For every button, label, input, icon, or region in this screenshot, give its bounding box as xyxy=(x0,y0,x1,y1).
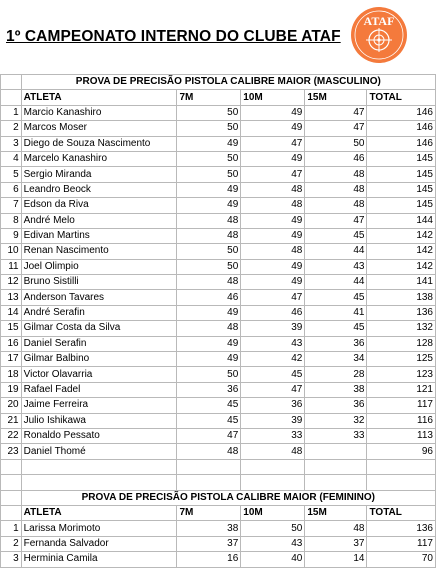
score-10m-cell: 48 xyxy=(241,444,305,459)
score-10m-cell: 47 xyxy=(241,290,305,305)
total-score-cell: 125 xyxy=(367,352,436,367)
score-15m-cell: 50 xyxy=(305,136,367,151)
male-column-header-row xyxy=(1,90,436,105)
score-7m-cell: 49 xyxy=(177,136,241,151)
score-15m-cell: 44 xyxy=(305,275,367,290)
athlete-name-cell: Daniel Thomé xyxy=(21,444,177,459)
athlete-name-cell: Marcio Kanashiro xyxy=(21,105,177,120)
score-7m-cell: 50 xyxy=(177,151,241,166)
rank-cell: 4 xyxy=(1,151,22,166)
female-column-header-row xyxy=(1,505,436,520)
empty-cell xyxy=(177,475,241,490)
score-15m-cell: 43 xyxy=(305,259,367,274)
score-10m-cell: 39 xyxy=(241,413,305,428)
athlete-name-cell: Edivan Martins xyxy=(21,228,177,243)
score-15m-cell: 36 xyxy=(305,336,367,351)
logo-name: ATAF xyxy=(363,14,395,28)
score-15m-cell: 47 xyxy=(305,121,367,136)
table-row xyxy=(1,413,436,428)
score-7m-cell: 48 xyxy=(177,275,241,290)
total-score-cell: 117 xyxy=(367,398,436,413)
column-header-total: TOTAL xyxy=(367,90,436,105)
score-15m-cell: 36 xyxy=(305,398,367,413)
rank-cell: 12 xyxy=(1,275,22,290)
athlete-name-cell: Herminia Camila xyxy=(21,552,177,567)
score-7m-cell: 49 xyxy=(177,336,241,351)
score-15m-cell: 33 xyxy=(305,428,367,443)
score-7m-cell: 49 xyxy=(177,305,241,320)
table-row xyxy=(1,290,436,305)
empty-cell xyxy=(367,475,436,490)
score-7m-cell: 48 xyxy=(177,321,241,336)
score-15m-cell: 45 xyxy=(305,321,367,336)
rank-cell: 20 xyxy=(1,398,22,413)
athlete-name-cell: Anderson Tavares xyxy=(21,290,177,305)
score-15m-cell xyxy=(305,444,367,459)
total-score-cell: 144 xyxy=(367,213,436,228)
score-15m-cell: 45 xyxy=(305,228,367,243)
table-row xyxy=(1,259,436,274)
table-row xyxy=(1,382,436,397)
table-row xyxy=(1,305,436,320)
athlete-name-cell: André Melo xyxy=(21,213,177,228)
empty-cell xyxy=(1,90,22,105)
column-header-10m: 10M xyxy=(241,90,305,105)
rank-cell: 14 xyxy=(1,305,22,320)
score-7m-cell: 50 xyxy=(177,105,241,120)
rank-cell: 8 xyxy=(1,213,22,228)
athlete-name-cell: Rafael Fadel xyxy=(21,382,177,397)
athlete-name-cell: Ronaldo Pessato xyxy=(21,428,177,443)
score-7m-cell: 50 xyxy=(177,259,241,274)
athlete-name-cell: Bruno Sistilli xyxy=(21,275,177,290)
table-row xyxy=(1,428,436,443)
rank-cell: 22 xyxy=(1,428,22,443)
column-header-15m: 15M xyxy=(305,505,367,520)
table-row xyxy=(1,352,436,367)
score-10m-cell: 45 xyxy=(241,367,305,382)
page-header xyxy=(0,0,436,70)
score-7m-cell: 50 xyxy=(177,121,241,136)
total-score-cell: 70 xyxy=(367,552,436,567)
column-header-athlete: ATLETA xyxy=(21,505,177,520)
table-row xyxy=(1,198,436,213)
score-10m-cell: 49 xyxy=(241,121,305,136)
score-15m-cell: 34 xyxy=(305,352,367,367)
score-15m-cell: 48 xyxy=(305,521,367,536)
table-row xyxy=(1,521,436,536)
score-7m-cell: 45 xyxy=(177,413,241,428)
total-score-cell: 136 xyxy=(367,305,436,320)
table-row xyxy=(1,151,436,166)
score-10m-cell: 43 xyxy=(241,536,305,551)
table-row xyxy=(1,244,436,259)
empty-cell xyxy=(241,475,305,490)
score-7m-cell: 50 xyxy=(177,244,241,259)
empty-cell xyxy=(1,490,22,505)
score-10m-cell: 47 xyxy=(241,382,305,397)
rank-cell: 7 xyxy=(1,198,22,213)
athlete-name-cell: Jaime Ferreira xyxy=(21,398,177,413)
athlete-name-cell: Edson da Riva xyxy=(21,198,177,213)
female-section-heading: PROVA DE PRECISÃO PISTOLA CALIBRE MAIOR (FEMININO) xyxy=(21,490,435,505)
score-7m-cell: 47 xyxy=(177,428,241,443)
score-7m-cell: 37 xyxy=(177,536,241,551)
score-10m-cell: 33 xyxy=(241,428,305,443)
score-10m-cell: 36 xyxy=(241,398,305,413)
column-header-7m: 7M xyxy=(177,90,241,105)
female-section-heading-row xyxy=(1,490,436,505)
athlete-name-cell: Daniel Serafin xyxy=(21,336,177,351)
total-score-cell: 123 xyxy=(367,367,436,382)
total-score-cell: 142 xyxy=(367,228,436,243)
table-row xyxy=(1,275,436,290)
score-15m-cell: 44 xyxy=(305,244,367,259)
total-score-cell: 117 xyxy=(367,536,436,551)
rank-cell: 6 xyxy=(1,182,22,197)
spacer-row xyxy=(1,475,436,490)
column-header-10m: 10M xyxy=(241,505,305,520)
rank-cell: 1 xyxy=(1,521,22,536)
empty-cell xyxy=(177,459,241,474)
table-row xyxy=(1,167,436,182)
ataf-logo xyxy=(350,6,408,64)
score-7m-cell: 48 xyxy=(177,213,241,228)
rank-cell: 13 xyxy=(1,290,22,305)
score-7m-cell: 48 xyxy=(177,444,241,459)
total-score-cell: 142 xyxy=(367,244,436,259)
total-score-cell: 141 xyxy=(367,275,436,290)
score-7m-cell: 49 xyxy=(177,198,241,213)
total-score-cell: 146 xyxy=(367,121,436,136)
score-10m-cell: 50 xyxy=(241,521,305,536)
score-7m-cell: 38 xyxy=(177,521,241,536)
score-15m-cell: 32 xyxy=(305,413,367,428)
score-15m-cell: 14 xyxy=(305,552,367,567)
rank-cell: 2 xyxy=(1,536,22,551)
table-row xyxy=(1,398,436,413)
score-10m-cell: 46 xyxy=(241,305,305,320)
rank-cell: 16 xyxy=(1,336,22,351)
male-section-heading: PROVA DE PRECISÃO PISTOLA CALIBRE MAIOR (MASCULINO) xyxy=(21,75,435,90)
score-15m-cell: 37 xyxy=(305,536,367,551)
table-row xyxy=(1,336,436,351)
score-15m-cell: 48 xyxy=(305,167,367,182)
athlete-name-cell: Gilmar Costa da Silva xyxy=(21,321,177,336)
rank-cell: 3 xyxy=(1,552,22,567)
total-score-cell: 132 xyxy=(367,321,436,336)
total-score-cell: 145 xyxy=(367,198,436,213)
column-header-7m: 7M xyxy=(177,505,241,520)
score-10m-cell: 49 xyxy=(241,228,305,243)
score-15m-cell: 48 xyxy=(305,182,367,197)
score-15m-cell: 45 xyxy=(305,290,367,305)
score-10m-cell: 48 xyxy=(241,182,305,197)
total-score-cell: 145 xyxy=(367,167,436,182)
rank-cell: 1 xyxy=(1,105,22,120)
score-7m-cell: 50 xyxy=(177,167,241,182)
empty-cell xyxy=(367,459,436,474)
total-score-cell: 96 xyxy=(367,444,436,459)
total-score-cell: 146 xyxy=(367,136,436,151)
athlete-name-cell: Diego de Souza Nascimento xyxy=(21,136,177,151)
score-10m-cell: 49 xyxy=(241,151,305,166)
score-10m-cell: 48 xyxy=(241,198,305,213)
column-header-15m: 15M xyxy=(305,90,367,105)
score-10m-cell: 47 xyxy=(241,136,305,151)
score-15m-cell: 48 xyxy=(305,198,367,213)
score-7m-cell: 49 xyxy=(177,352,241,367)
athlete-name-cell: André Serafin xyxy=(21,305,177,320)
score-15m-cell: 47 xyxy=(305,213,367,228)
score-15m-cell: 38 xyxy=(305,382,367,397)
total-score-cell: 128 xyxy=(367,336,436,351)
athlete-name-cell: Julio Ishikawa xyxy=(21,413,177,428)
athlete-name-cell: Joel Olimpio xyxy=(21,259,177,274)
rank-cell: 9 xyxy=(1,228,22,243)
athlete-name-cell: Sergio Miranda xyxy=(21,167,177,182)
total-score-cell: 142 xyxy=(367,259,436,274)
score-10m-cell: 43 xyxy=(241,336,305,351)
score-7m-cell: 16 xyxy=(177,552,241,567)
rank-cell: 23 xyxy=(1,444,22,459)
table-row xyxy=(1,321,436,336)
column-header-athlete: ATLETA xyxy=(21,90,177,105)
total-score-cell: 138 xyxy=(367,290,436,305)
table-row xyxy=(1,182,436,197)
total-score-cell: 146 xyxy=(367,105,436,120)
athlete-name-cell: Gilmar Balbino xyxy=(21,352,177,367)
empty-cell xyxy=(305,475,367,490)
rank-cell: 3 xyxy=(1,136,22,151)
table-row xyxy=(1,105,436,120)
results-table xyxy=(0,74,436,568)
rank-cell: 10 xyxy=(1,244,22,259)
spacer-row xyxy=(1,459,436,474)
score-7m-cell: 49 xyxy=(177,182,241,197)
athlete-name-cell: Leandro Beock xyxy=(21,182,177,197)
table-row xyxy=(1,213,436,228)
male-section-heading-row xyxy=(1,75,436,90)
athlete-name-cell: Renan Nascimento xyxy=(21,244,177,259)
table-row xyxy=(1,121,436,136)
table-row xyxy=(1,536,436,551)
score-15m-cell: 46 xyxy=(305,151,367,166)
rank-cell: 11 xyxy=(1,259,22,274)
score-15m-cell: 41 xyxy=(305,305,367,320)
score-10m-cell: 49 xyxy=(241,105,305,120)
table-row xyxy=(1,228,436,243)
athlete-name-cell: Larissa Morimoto xyxy=(21,521,177,536)
empty-cell xyxy=(241,459,305,474)
score-10m-cell: 40 xyxy=(241,552,305,567)
score-7m-cell: 36 xyxy=(177,382,241,397)
page-title: 1º CAMPEONATO INTERNO DO CLUBE ATAF xyxy=(6,28,341,45)
rank-cell: 15 xyxy=(1,321,22,336)
table-row xyxy=(1,444,436,459)
empty-cell xyxy=(21,475,177,490)
empty-cell xyxy=(1,505,22,520)
score-10m-cell: 49 xyxy=(241,275,305,290)
total-score-cell: 136 xyxy=(367,521,436,536)
rank-cell: 2 xyxy=(1,121,22,136)
empty-cell xyxy=(305,459,367,474)
total-score-cell: 113 xyxy=(367,428,436,443)
score-10m-cell: 48 xyxy=(241,244,305,259)
empty-cell xyxy=(1,75,22,90)
score-7m-cell: 45 xyxy=(177,398,241,413)
athlete-name-cell: Marcos Moser xyxy=(21,121,177,136)
empty-cell xyxy=(21,459,177,474)
score-15m-cell: 47 xyxy=(305,105,367,120)
score-7m-cell: 46 xyxy=(177,290,241,305)
rank-cell: 18 xyxy=(1,367,22,382)
score-7m-cell: 48 xyxy=(177,228,241,243)
total-score-cell: 145 xyxy=(367,182,436,197)
empty-cell xyxy=(1,459,22,474)
total-score-cell: 116 xyxy=(367,413,436,428)
rank-cell: 17 xyxy=(1,352,22,367)
score-10m-cell: 49 xyxy=(241,259,305,274)
table-row xyxy=(1,136,436,151)
score-10m-cell: 39 xyxy=(241,321,305,336)
rank-cell: 5 xyxy=(1,167,22,182)
column-header-total: TOTAL xyxy=(367,505,436,520)
empty-cell xyxy=(1,475,22,490)
rank-cell: 19 xyxy=(1,382,22,397)
score-7m-cell: 50 xyxy=(177,367,241,382)
table-row xyxy=(1,367,436,382)
score-10m-cell: 42 xyxy=(241,352,305,367)
athlete-name-cell: Victor Olavarria xyxy=(21,367,177,382)
rank-cell: 21 xyxy=(1,413,22,428)
score-15m-cell: 28 xyxy=(305,367,367,382)
total-score-cell: 121 xyxy=(367,382,436,397)
score-10m-cell: 49 xyxy=(241,213,305,228)
table-row xyxy=(1,552,436,567)
athlete-name-cell: Marcelo Kanashiro xyxy=(21,151,177,166)
score-10m-cell: 47 xyxy=(241,167,305,182)
athlete-name-cell: Fernanda Salvador xyxy=(21,536,177,551)
total-score-cell: 145 xyxy=(367,151,436,166)
